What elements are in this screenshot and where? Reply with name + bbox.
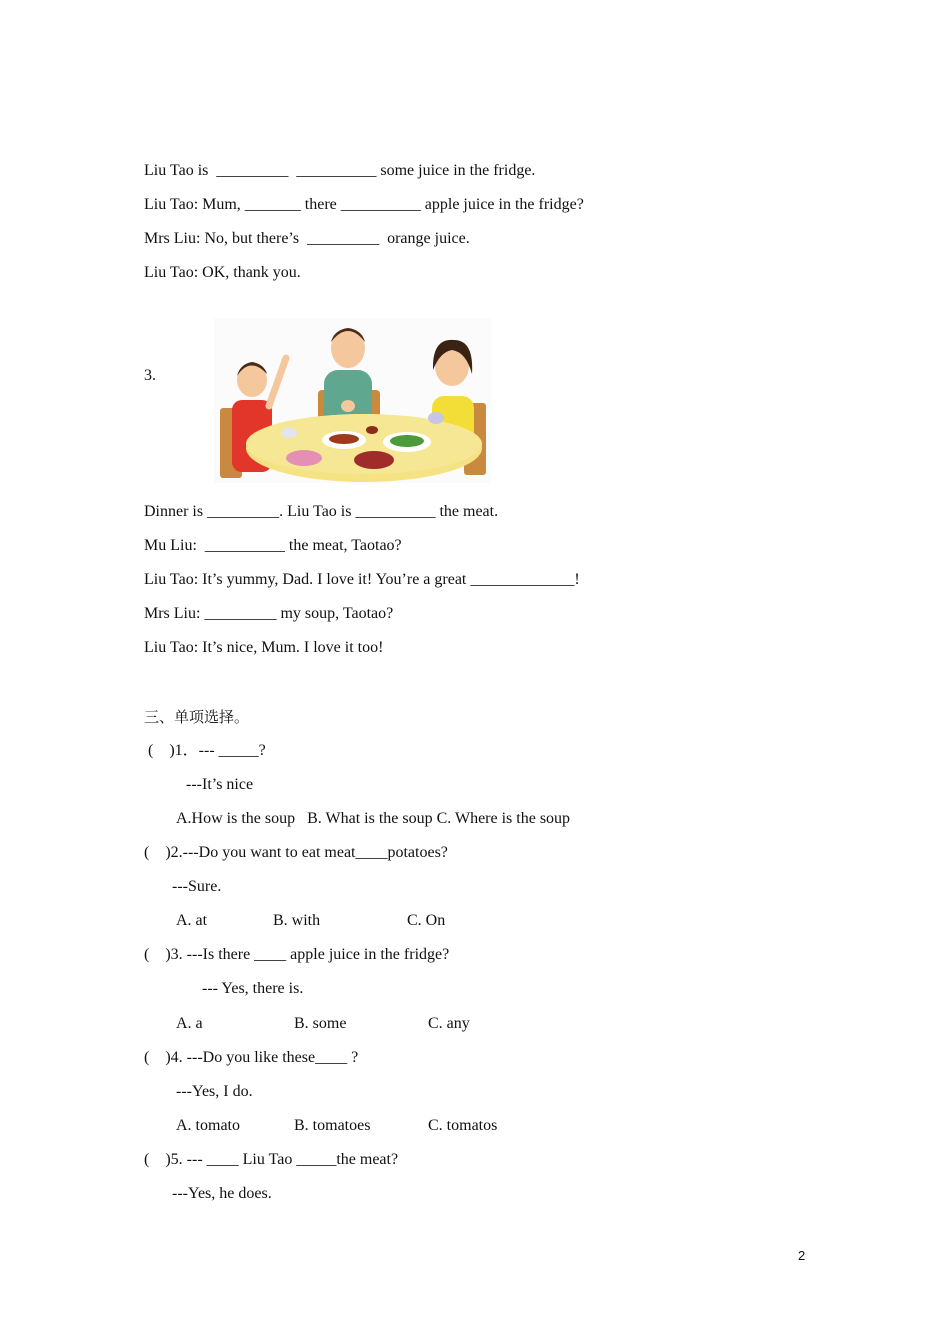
q3-option-b: B. some xyxy=(294,1015,347,1032)
part3-line-3: Liu Tao: It’s yummy, Dad. I love it! You’re a great _____________! xyxy=(144,571,580,588)
q5-answer: ---Yes, he does. xyxy=(172,1185,272,1202)
q2-option-b: B. with xyxy=(273,912,321,929)
part3-line-2: Mu Liu: __________ the meat, Taotao? xyxy=(144,537,402,554)
q2-option-c: C. On xyxy=(407,912,446,929)
q4-option-b: B. tomatoes xyxy=(294,1117,371,1134)
q1-question: ( )1．--- _____? xyxy=(144,742,266,759)
q1-options: A.How is the soup B. What is the soup C. Where is the soup xyxy=(176,810,571,827)
part3-line-5: Liu Tao: It’s nice, Mum. I love it too! xyxy=(144,639,384,656)
part2-line-3: Mrs Liu: No, but there’s _________ orange juice. xyxy=(144,230,470,247)
q4-question: ( )4. ---Do you like these____ ? xyxy=(144,1049,359,1066)
part2-line-4: Liu Tao: OK, thank you. xyxy=(144,264,301,281)
q4-option-a: A. tomato xyxy=(176,1117,240,1134)
part2-line-2: Liu Tao: Mum, _______ there __________ apple juice in the fridge? xyxy=(144,196,584,213)
q3-question: ( )3. ---Is there ____ apple juice in the fridge? xyxy=(144,946,450,963)
q2-answer: ---Sure. xyxy=(172,878,222,895)
q4-option-c: C. tomatos xyxy=(428,1117,498,1134)
q2-question: ( )2.---Do you want to eat meat____potatoes? xyxy=(144,844,448,861)
q1-answer: ---It’s nice xyxy=(186,776,254,793)
q4-answer: ---Yes, I do. xyxy=(176,1083,253,1100)
q3-option-c: C. any xyxy=(428,1015,470,1032)
section3-heading: 三、单项选择。 xyxy=(144,708,250,726)
page-number: 2 xyxy=(798,1248,806,1263)
part2-line-1: Liu Tao is _________ __________ some juice in the fridge. xyxy=(144,162,536,179)
family-dinner-illustration xyxy=(214,318,491,483)
part3-line-1: Dinner is _________. Liu Tao is __________ the meat. xyxy=(144,503,499,520)
q2-option-a: A. at xyxy=(176,912,208,929)
part3-number: 3. xyxy=(144,367,156,384)
q3-answer: --- Yes, there is. xyxy=(202,980,304,997)
q3-option-a: A. a xyxy=(176,1015,203,1032)
part3-line-4: Mrs Liu: _________ my soup, Taotao? xyxy=(144,605,394,622)
q5-question: ( )5. --- ____ Liu Tao _____the meat? xyxy=(144,1151,399,1168)
